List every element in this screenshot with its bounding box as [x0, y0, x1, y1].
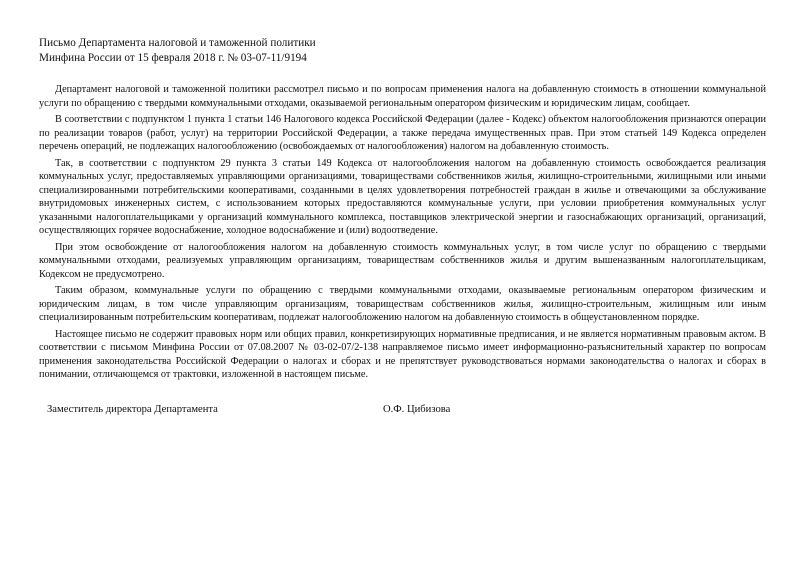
document-title-line-2: Минфина России от 15 февраля 2018 г. № 03-07-11/9194 [39, 52, 307, 64]
signatory-name: О.Ф. Цибизова [383, 403, 451, 415]
document-body [39, 83, 766, 382]
paragraph-article-146: В соответствии с подпунктом 1 пункта 1 статьи 146 Налогового кодекса Российской Федерации (далее - Кодекс) объектом налогообложения признаются операции по реализации товаров (работ, услуг) на территории Российской Федерации, а также передача имущественных прав. При этом статьей 149 Кодекса определен перечень операций, не подлежащих налогообложению (освобождаемых от налогообложения) налогом на добавленную стоимость. [39, 114, 766, 152]
paragraph-intro: Департамент налоговой и таможенной политики рассмотрел письмо и по вопросам применения налога на добавленную стоимость в отношении коммунальной услуги по обращению с твердыми коммунальными отходами, оказываемой региональным оператором физическим и юридическим лицам, сообщает. [39, 84, 766, 109]
document-header [39, 36, 766, 66]
paragraph-disclaimer: Настоящее письмо не содержит правовых норм или общих правил, конкретизирующих нормативные предписания, и не является нормативным правовым актом. В соответствии с письмом Минфина России от 07.08.2007 № 03-02-07/2-138 направляемое письмо имеет информационно-разъяснительный характер по вопросам применения законодательства Российской Федерации о налогах и сборах и не препятствует руководствоваться нормами законодательства о налогах и сборах в понимании, отличающемся от трактовки, изложенной в настоящем письме. [39, 328, 766, 380]
document-title-line-1: Письмо Департамента налоговой и таможенной политики [39, 37, 316, 49]
signature-block [39, 404, 766, 420]
paragraph-conclusion: Таким образом, коммунальные услуги по обращению с твердыми коммунальными отходами, оказываемые региональным оператором физическим и юридическим лицам, в том числе управляющим организациям, товариществам собственников жилья, жилищно-строительным, жилищным или иным специализированным потребительским кооперативам, подлежат налогообложению налогом на добавленную стоимость в общеустановленном порядке. [39, 285, 766, 323]
paragraph-no-exemption: При этом освобождение от налогообложения налогом на добавленную стоимость коммунальных услуг, в том числе услуг по обращению с твердыми коммунальными отходами, реализуемых управляющим организациям, товариществам собственников жилья и другим вышеназванным налогоплательщикам, Кодексом не предусмотрено. [39, 241, 766, 280]
document-page [39, 36, 766, 420]
paragraph-article-149: Так, в соответствии с подпунктом 29 пункта 3 статьи 149 Кодекса от налогообложения налогом на добавленную стоимость освобождается реализация коммунальных услуг, предоставляемых управляющими организациями, товариществами собственников жилья, жилищно-строительными, жилищными или иными специализированными потребительскими кооперативами, созданными в целях удовлетворения потребностей граждан в жилье и отвечающими за обслуживание внутридомовых инженерных систем, с использованием которых предоставляются коммунальные услуги, при условии приобретения коммунальных услуг указанными налогоплательщиками у организаций коммунального комплекса, поставщиков электрической энергии и газоснабжающих организаций, организаций, осуществляющих горячее водоснабжение, холодное водоснабжение и (или) водоотведение. [39, 157, 766, 236]
signatory-title: Заместитель директора Департамента [47, 403, 218, 415]
